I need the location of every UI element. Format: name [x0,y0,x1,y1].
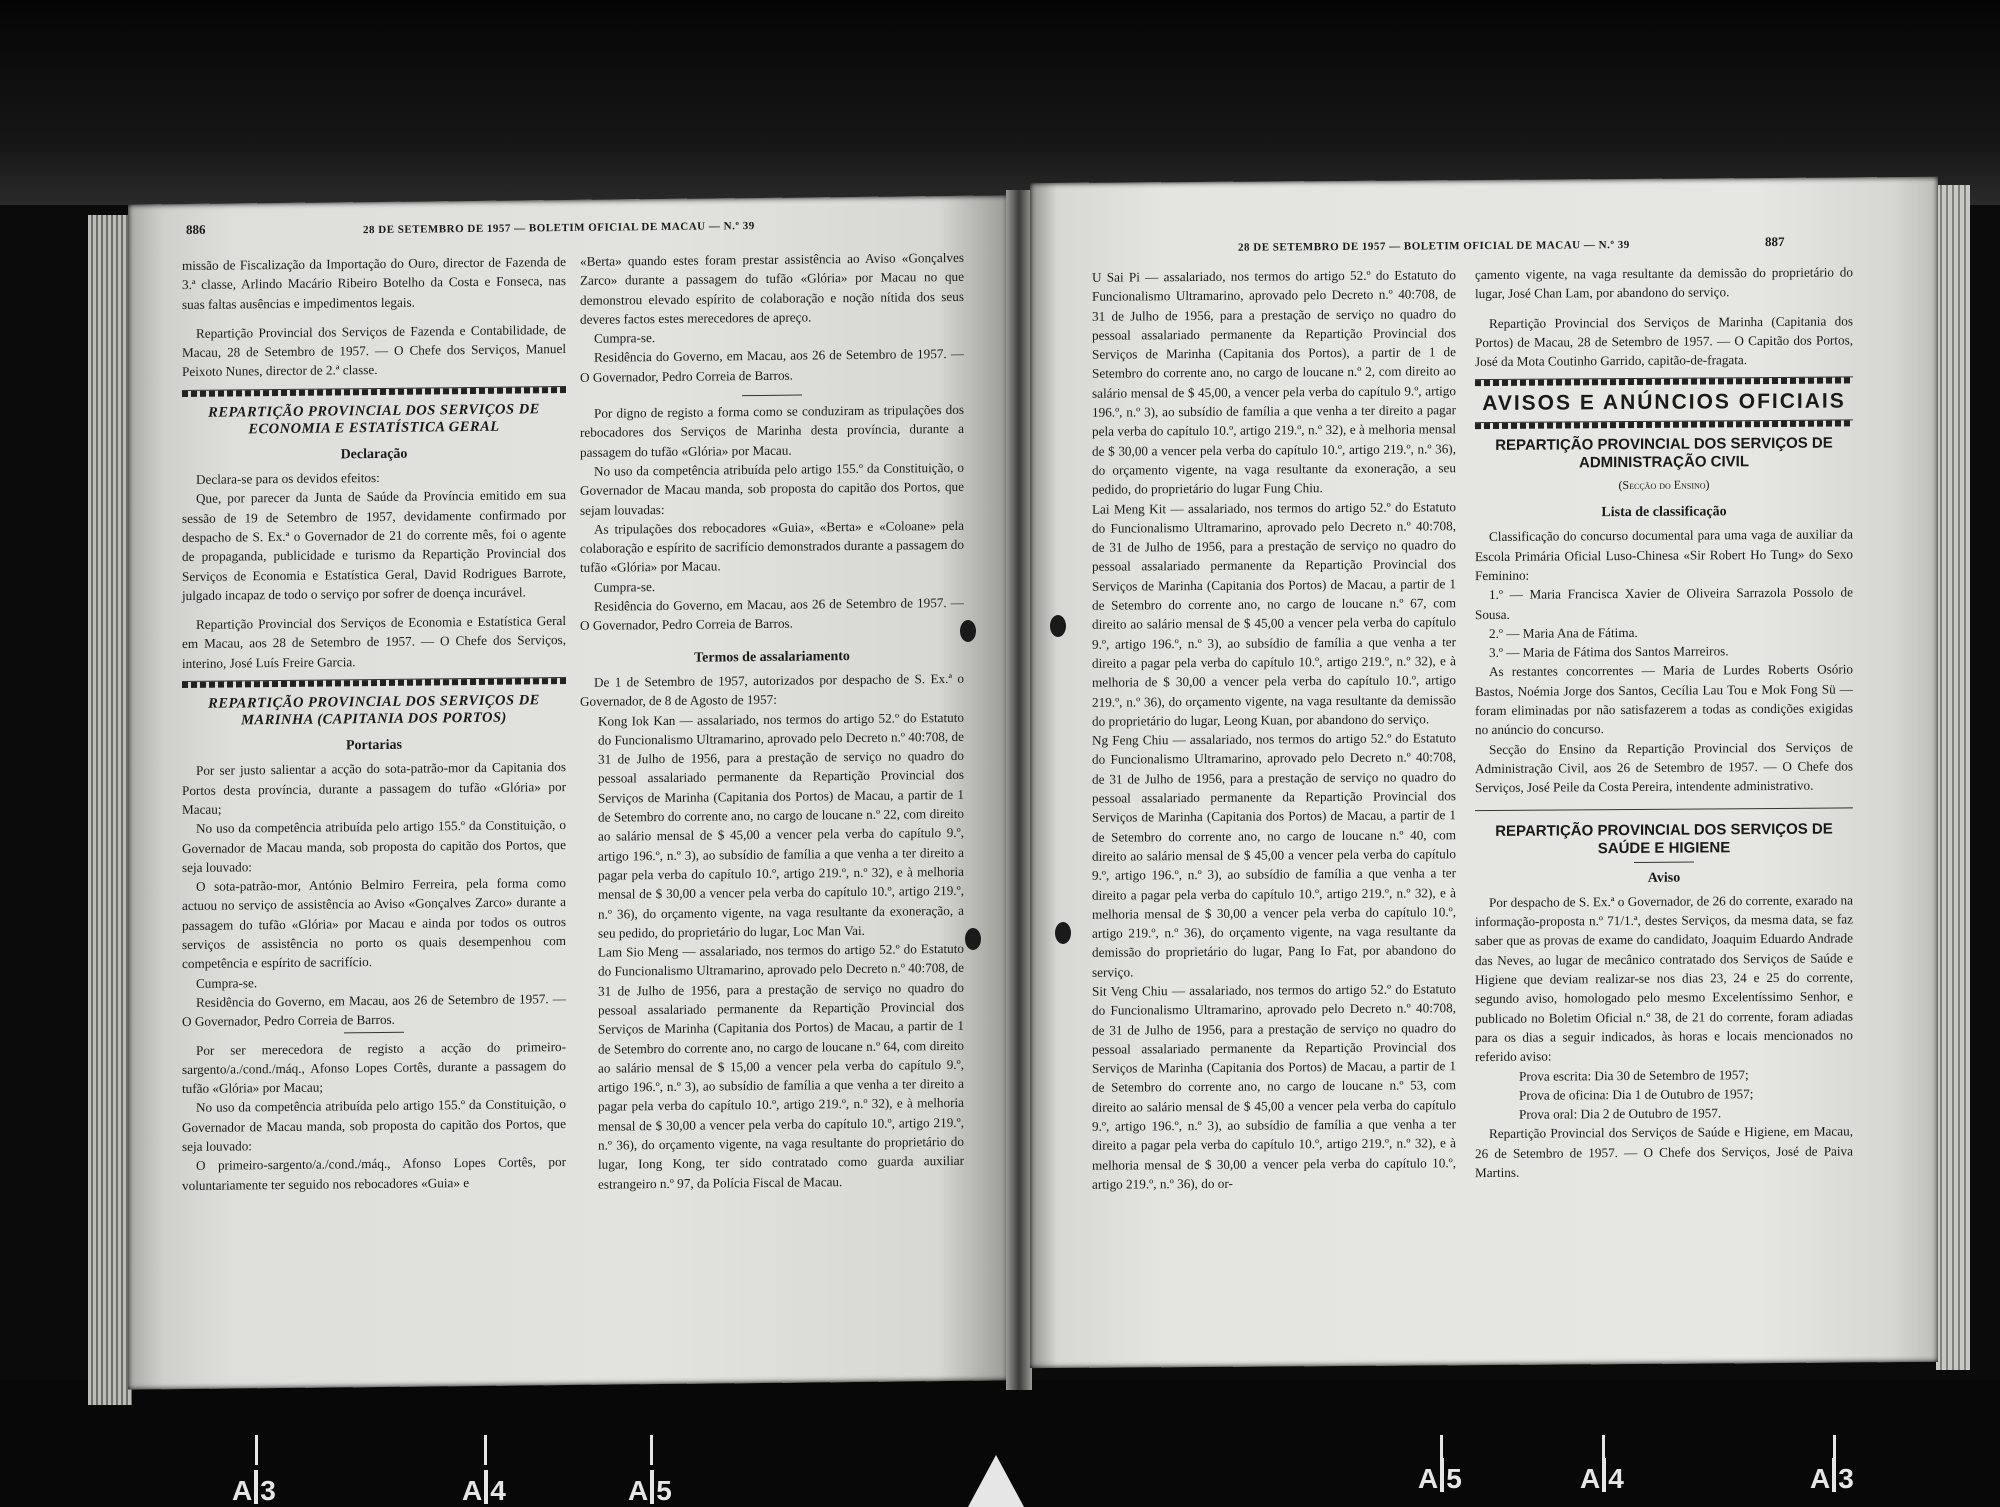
left-page [128,195,1008,1389]
divider [344,1031,404,1033]
paragraph: missão de Fiscalização da Importação do Ouro, director de Fazenda de 3.ª classe, Arlindo Macário Ribeiro Botelho da Costa e Fonseca, nas suas faltas ausências e impedimentos legais. [182,254,566,312]
paragraph: «Berta» quando estes foram prestar assistência ao Aviso «Gonçalves Zarco» durante a passagem do tufão «Glória» por Macau no que demonstrou elevado espírito de colaboração e noção nítida dos seus deveres factos estes merecedores de apreço. [580,249,964,327]
frame-marker: A 4 [462,1470,506,1507]
paragraph: Cumpra-se. [196,974,258,991]
section-subtitle: Portarias [346,737,402,754]
section-divider [182,677,566,688]
frame-tick [650,1435,653,1465]
punch-hole [960,620,976,642]
paragraph: O sota-patrão-mor, António Belmiro Ferreira, pela forma como actuou no serviço de assistência ao Aviso «Gonçalves Zarco» durante a passagem do tufão «Glória» por Macau e ainda por todos os outros serviços de assistência no porto os quais desempenhou com competência e espírito de sacrifício. [182,875,566,972]
frame-marker: A 4 [1580,1458,1624,1495]
paragraph: De 1 de Setembro de 1957, autorizados por despacho de S. Ex.ª o Governador, de 8 de Agosto de 1957: [580,670,964,710]
section-subtitle: Declaração [340,446,408,463]
paragraph: No uso da competência atribuída pelo artigo 155.º da Constituição, o Governador de Macau manda, sob proposta do capitão dos Portos, que sejam louvadas: [580,459,964,518]
list-item: Prova escrita: Dia 30 de Setembro de 1957; [1519,1066,1749,1084]
book-spine [1006,190,1032,1390]
page-stack-edge-right [1936,185,1970,1370]
section-note: (Secção do Ensino) [1618,477,1710,492]
paragraph: No uso da competência atribuída pelo artigo 155.º da Constituição, o Governador de Macau manda, sob proposta do capitão dos Portos, que seja louvado: [182,817,566,875]
frame-marker: A 5 [1418,1458,1462,1495]
section-divider [1475,377,1853,387]
paragraph: Cumpra-se. [594,330,656,346]
paragraph: Repartição Provincial dos Serviços de Fazenda e Contabilidade, de Macau, 28 de Setembro de 1957. — O Chefe dos Serviços, Manuel Peixoto Nunes, director de 2.ª classe. [182,321,566,380]
paragraph: No uso da competência atribuída pelo artigo 155.º da Constituição, o Governador de Macau manda, sob proposta do capitão dos Portos, que seja louvado: [182,1096,566,1155]
punch-hole [965,928,981,950]
right-page-column-2 [1475,262,1853,1182]
right-page [1030,177,1938,1368]
paragraph: Repartição Provincial dos Serviços de Marinha (Capitania dos Portos) de Macau, 28 de Setembro de 1957. — O Capitão dos Portos, José da Mota Coutinho Garrido, capitão-de-fragata. [1475,313,1853,370]
section-subtitle: Lista de classificação [1601,504,1727,521]
paragraph: Kong Iok Kan — assalariado, nos termos do artigo 52.º do Estatuto do Funcionalismo Ultramarino, aprovado pelo Decreto n.º 40:708, de 31 de Julho de 1956, para a prestação de serviço no quadro do pessoal assalariado permanente da Repartição Provincial dos Serviços de Marinha (Capitania dos Portos) de Macau, a partir de 1 de Setembro do corrente ano, no cargo de loucane n.º 22, com direito ao salário mensal de $ 45,00 a vencer pela verba do capítulo 9.º, artigo 196.º, n.º 3), ao subsídio de família a que venha a ter direito a pagar pela verba do capítulo 10.º, artigo 219.º, n.º 32), e à melhoria mensal de $ 30,00 a vencer pela verba do capítulo 10.º, artigo 219.º, n.º 36), do orçamento vigente, na vaga resultante da exoneração, a seu pedido, do proprietário do lugar, Loc Man Vai. [598,709,964,941]
running-head: 28 DE SETEMBRO DE 1957 — BOLETIM OFICIAL DE MACAU — N.º 39 [363,220,755,237]
left-page-column-1 [182,252,566,1195]
paragraph: As tripulações dos rebocadores «Guia», «Berta» e «Coloane» pela colaboração e espírito de sacrifício demonstrados durante a passagem do tufão «Glória» por Macau. [580,517,964,576]
page-number: 886 [186,221,206,238]
section-title: REPARTIÇÃO PROVINCIAL DOS SERVIÇOS DE ADMINISTRAÇÃO CIVIL [1495,434,1833,472]
list-item: Prova de oficina: Dia 1 de Outubro de 1957; [1519,1085,1754,1103]
list-item: 1.º — Maria Francisca Xavier de Oliveira Sarrazola Possolo de Sousa. [1475,584,1853,622]
scan-background-top [0,0,2000,205]
frame-tick [484,1435,487,1465]
paragraph: Repartição Provincial dos Serviços de Economia e Estatística Geral em Macau, aos 28 de Setembro de 1957. — O Chefe dos Serviços, interino, José Luís Freire Garcia. [182,613,566,671]
paragraph: çamento vigente, na vaga resultante da demissão do proprietário do lugar, José Chan Lam, por abandono do serviço. [1475,264,1853,302]
paragraph: Cumpra-se. [594,578,656,595]
section-subtitle: Termos de assalariamento [694,648,850,666]
divider [1475,807,1853,811]
section-divider [182,386,566,397]
paragraph: Classificação do concurso documental para uma vaga de auxiliar da Escola Primária Oficial Luso-Chinesa «Sir Robert Ho Tung» do Sexo Feminino: [1475,526,1853,584]
paragraph: Sit Veng Chiu — assalariado, nos termos do artigo 52.º do Estatuto do Funcionalismo Ultramarino, aprovado pelo Decreto n.º 40:708, de 31 de Julho de 1956, para a prestação de serviço no quadro do pessoal assalariado permanente da Repartição Provincial dos Serviços de Marinha (Capitania dos Portos) de Macau, a partir de 1 de Setembro do corrente ano, no cargo de loucane n.º 53, com direito ao salário mensal de $ 45,00 a vencer pela verba do capítulo 9.º, artigo 196.º, n.º 3), ao subsídio de família a que venha a ter direito a pagar pela verba do capítulo 10.º, artigo 219.º, n.º 32), e à melhoria mensal de $ 30,00 a vencer pela verba do capítulo 10.º, artigo 219.º, n.º 36), do or- [1092,981,1456,1192]
paragraph: Por digno de registo a forma como se conduziram as tripulações dos rebocadores dos Serviços de Marinha desta província, durante a passagem do tufão «Glória» por Macau. [580,401,964,460]
paragraph: Que, por parecer da Junta de Saúde da Província emitido em sua sessão de 19 de Setembro de 1957, devidamente confirmado por despacho de S. Ex.ª o Governador de 21 do corrente mês, foi o agente de propaganda, publicidade e turismo da Repartição Provincial dos Serviços de Economia e Estatística Geral, David Rodrigues Barrote, julgado incapaz de todo o serviço por sofrer de doença incurável. [182,487,566,603]
paragraph: O primeiro-sargento/a./cond./máq., Afonso Lopes Cortês, por voluntariamente ter seguido nos rebocadores «Guia» e [182,1154,566,1193]
section-title: REPARTIÇÃO PROVINCIAL DOS SERVIÇOS DE MARINHA (CAPITANIA DOS PORTOS) [208,692,540,729]
list-item: Prova oral: Dia 2 de Outubro de 1957. [1519,1105,1722,1122]
paragraph: Lam Sio Meng — assalariado, nos termos do artigo 52.º do Estatuto do Funcionalismo Ultramarino, aprovado pelo Decreto n.º 40:708, de 31 de Julho de 1956, para a prestação de serviço no quadro do pessoal assalariado permanente da Repartição Provincial dos Serviços de Marinha (Capitania dos Portos) de Macau, a partir de 1 de Setembro do corrente ano, no cargo de loucane n.º 64, com direito ao salário mensal de $ 15,00 a vencer pela verba do capítulo 9.º, artigo 196.º, n.º 3), ao subsídio de família a que venha a ter direito a pagar pela verba do capítulo 10.º, artigo 219.º, n.º 32), e à melhoria mensal de $ 30,00 a vencer pela verba do capítulo 10.º, artigo 219.º, n.º 36), do orçamento vigente, na vaga resultante do proprietário do lugar, Iong Kong, ter sido contratado como guarda auxiliar estrangeiro n.º 97, da Polícia Fiscal de Macau. [598,940,964,1192]
section-title: REPARTIÇÃO PROVINCIAL DOS SERVIÇOS DE SAÚDE E HIGIENE [1495,820,1833,857]
list-item: 2.º — Maria Ana de Fátima. [1489,624,1638,641]
frame-marker: A 5 [628,1470,672,1507]
paragraph: Residência do Governo, em Macau, aos 26 de Setembro de 1957. — O Governador, Pedro Correia de Barros. [580,346,964,385]
frame-marker: A 3 [232,1470,276,1507]
punch-hole [1050,615,1066,637]
paragraph: U Sai Pi — assalariado, nos termos do artigo 52.º do Estatuto do Funcionalismo Ultramarino, aprovado pelo Decreto n.º 40:708, de 31 de Julho de 1956, para a prestação de serviço no quadro do pessoal assalariado permanente da Repartição Provincial dos Serviços de Marinha (Capitania dos Portos), a partir de 1 de Setembro do corrente ano, no cargo de loucane n.º 2, com direito ao salário mensal de $ 45,00, a vencer pela verba do capítulo 9.º, artigo 196.º, n.º 3), ao subsídio de família a que venha a ter direito a pagar pela verba do capítulo 10.º, artigo 219.º, n.º 32), e à melhoria mensal de $ 30,00 a vencer pela verba do capítulo 10.º, artigo 219.º, n.º 36), do orçamento vigente, na vaga resultante da exoneração, a seu pedido, do proprietário do lugar Fung Chiu. [1092,267,1456,498]
list-item: 3.º — Maria de Fátima dos Santos Marreiros. [1489,643,1729,661]
paragraph: Repartição Provincial dos Serviços de Saúde e Higiene, em Macau, 26 de Setembro de 1957. — O Chefe dos Serviços, José de Paiva Martins. [1475,1123,1853,1181]
paragraph: Por ser merecedora de registo a acção do primeiro-sargento/a./cond./máq., Afonso Lopes Cortês, durante a passagem do tufão «Glória» por Macau; [182,1038,566,1097]
divider [742,395,802,397]
page-number: 887 [1765,233,1785,250]
paragraph: As restantes concorrentes — Maria de Lurdes Roberts Osório Bastos, Noémia Jorge dos Santos, Cecília Lau Tou e Mok Fong Sü — foram eliminadas por não satisfazerem a todas as condições exigidas no anúncio do concurso. [1475,661,1853,738]
paragraph: Secção do Ensino da Repartição Provincial dos Serviços de Administração Civil, aos 26 de Setembro de 1957. — O Chefe dos Serviços, José Peile da Costa Pereira, intendente administrativo. [1475,739,1853,796]
announcements-title: AVISOS E ANÚNCIOS OFICIAIS [1482,389,1846,416]
punch-hole [1055,922,1071,944]
page-stack-edge-left [88,215,132,1405]
paragraph: Declara-se para os devidos efeitos: [196,470,380,487]
paragraph: Por ser justo salientar a acção do sota-patrão-mor da Capitania dos Portos desta província, durante a passagem do tufão «Glória» por Macau; [182,759,566,817]
frame-center-arrow [968,1455,1024,1507]
paragraph: Ng Feng Chiu — assalariado, nos termos do artigo 52.º do Estatuto do Funcionalismo Ultramarino, aprovado pelo Decreto n.º 40:708, de 31 de Julho de 1956, para a prestação de serviço no quadro do pessoal assalariado permanente da Repartição Provincial dos Serviços de Marinha (Capitania dos Portos) de Macau, a partir de 1 de Setembro do corrente ano, no cargo de loucane n.º 40, com direito ao salário mensal de $ 45,00 a vencer pela verba do capítulo 9.º, artigo 196.º, n.º 3), ao subsídio de família a que venha a ter direito a pagar pela verba do capítulo 10.º, artigo 219.º, n.º 32), e à melhoria mensal de $ 30,00 a vencer pela verba do capítulo 10.º, artigo 219.º, n.º 36), do orçamento vigente, na vaga resultante da demissão do proprietário do lugar, Pang Io Fat, por abandono do serviço. [1092,730,1456,980]
section-divider [1475,419,1853,429]
paragraph: Lai Meng Kit — assalariado, nos termos do artigo 52.º do Estatuto do Funcionalismo Ultramarino, aprovado pelo Decreto n.º 40:708, de 31 de Julho de 1956, para a prestação de serviço no quadro do pessoal assalariado permanente da Repartição Provincial dos Serviços de Marinha (Capitania dos Portos) de Macau, a partir de 1 de Setembro do corrente ano, no cargo de loucane n.º 67, com direito ao salário mensal de $ 45,00 a vencer pela verba do capítulo 9.º, artigo 196.º, n.º 3), ao subsídio de família a que venha a ter direito a pagar pela verba do capítulo 10.º, artigo 219.º, n.º 32), e à melhoria de $ 30,00 a vencer pela verba do capítulo 10.º, artigo 219.º, n.º 36), do orçamento vigente, na vaga resultante da demissão do proprietário do lugar, Leong Kuan, por abandono do serviço. [1092,498,1456,729]
frame-tick [255,1435,258,1465]
divider [1634,861,1694,862]
section-subtitle: Aviso [1647,870,1681,886]
paragraph: Residência do Governo, em Macau, aos 26 de Setembro de 1957. — O Governador, Pedro Correia de Barros. [182,990,566,1030]
right-page-column-1 [1074,265,1456,1194]
section-title: REPARTIÇÃO PROVINCIAL DOS SERVIÇOS DE ECONOMIA E ESTATÍSTICA GERAL [208,401,540,438]
left-page-column-2 [580,248,964,1194]
running-head: 28 DE SETEMBRO DE 1957 — BOLETIM OFICIAL DE MACAU — N.º 39 [1238,238,1630,254]
paragraph: Residência do Governo, em Macau, aos 26 de Setembro de 1957. — O Governador, Pedro Correia de Barros. [580,594,964,634]
frame-marker: A 3 [1810,1458,1854,1495]
paragraph: Por despacho de S. Ex.ª o Governador, de 26 do corrente, exarado na informação-proposta n.º 71/1.ª, destes Serviços, da mesma data, se faz saber que as provas de exame do candidato, Joaquim Eduardo Andrade das Neves, ao lugar de mecânico contratado dos Serviços de Saúde e Higiene que deviam realizar-se nos dias 23, 24 e 25 do corrente, segundo aviso, homologado pelo mesmo Excelentíssimo Senhor, e publicado no Boletim Oficial n.º 38, de 21 do corrente, foram adiadas para os dias a seguir indicados, às horas e locais mencionados no referido aviso: [1475,892,1853,1065]
